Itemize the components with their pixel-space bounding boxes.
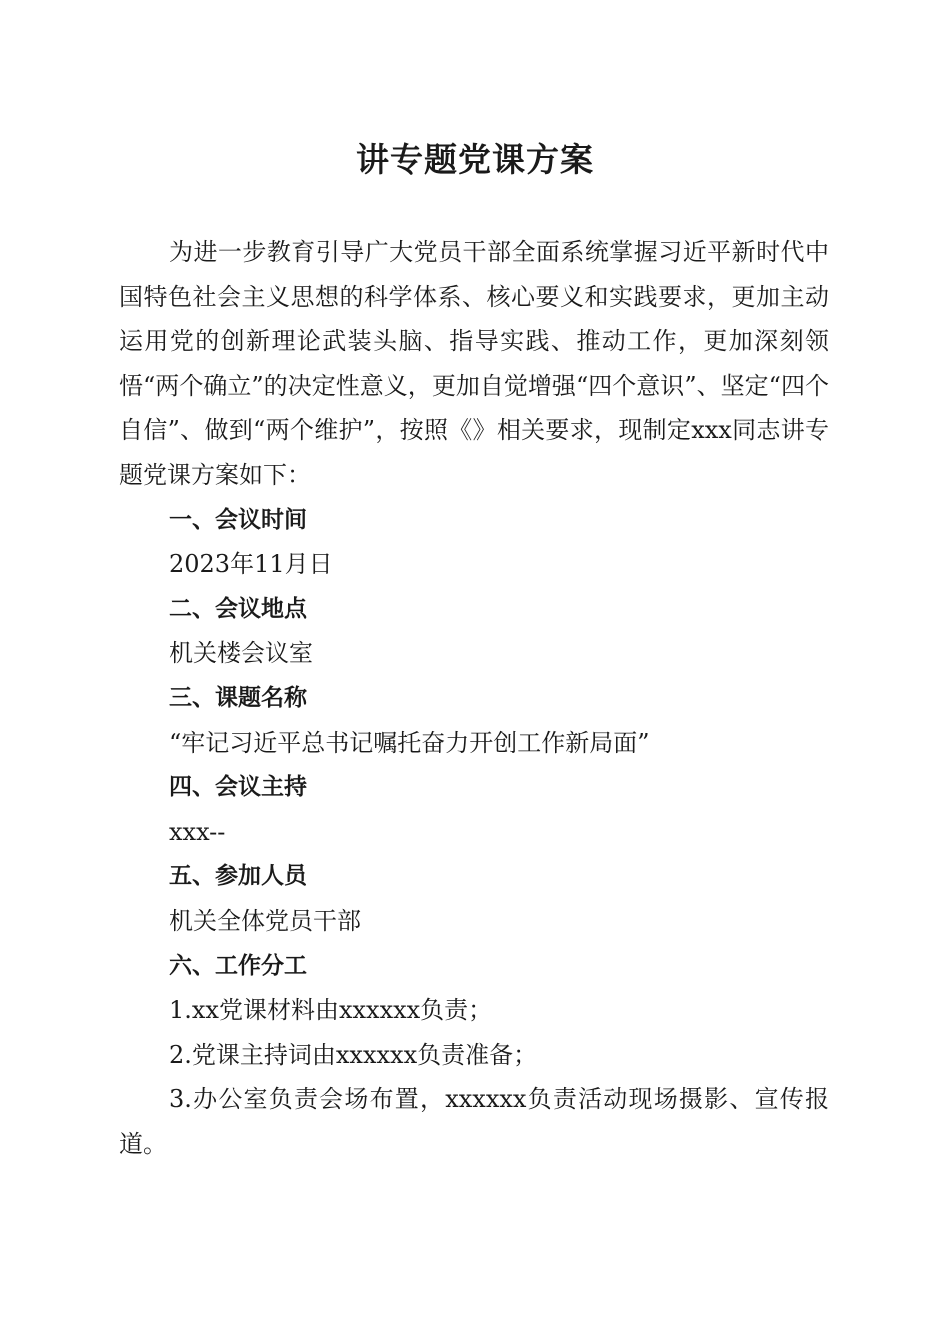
section-content-topic: “牢记习近平总书记嘱托奋力开创工作新局面” [169, 728, 650, 757]
section-heading-attendees: 五、参加人员 [169, 863, 307, 890]
document-title: 讲专题党课方案 [356, 140, 594, 179]
intro-paragraph: 为进一步教育引导广大党员干部全面系统掌握习近平新时代中国特色社会主义思想的科学体系、核心要义和实践要求，更加主动运用党的创新理论武装头脑、指导实践、推动工作，更加深刻领悟“两个确立”的决定性意义，更加自觉增强“四个意识”、坚定“四个自信”、做到“两个维护”，按照《》相关要求，现制定xxx同志讲专题党课方案如下： [119, 238, 829, 489]
section-content-location: 机关楼会议室 [169, 639, 313, 668]
section-heading-division-of-work: 六、工作分工 [169, 952, 307, 979]
section-heading-topic: 三、课题名称 [169, 684, 307, 711]
duty-item-1: 1.xx党课材料由xxxxxx负责； [169, 996, 493, 1025]
duty-item-3: 3.办公室负责会场布置，xxxxxx负责活动现场摄影、宣传报道。 [119, 1085, 829, 1158]
section-content-host: xxx-- [169, 817, 226, 846]
section-heading-host: 四、会议主持 [169, 774, 307, 801]
document-body [119, 230, 829, 1166]
duty-item-2: 2.党课主持词由xxxxxx负责准备； [169, 1040, 538, 1069]
section-heading-time: 一、会议时间 [169, 506, 307, 533]
section-content-attendees: 机关全体党员干部 [169, 906, 361, 935]
section-content-time: 2023年11月日 [169, 550, 333, 579]
section-heading-location: 二、会议地点 [169, 595, 307, 622]
